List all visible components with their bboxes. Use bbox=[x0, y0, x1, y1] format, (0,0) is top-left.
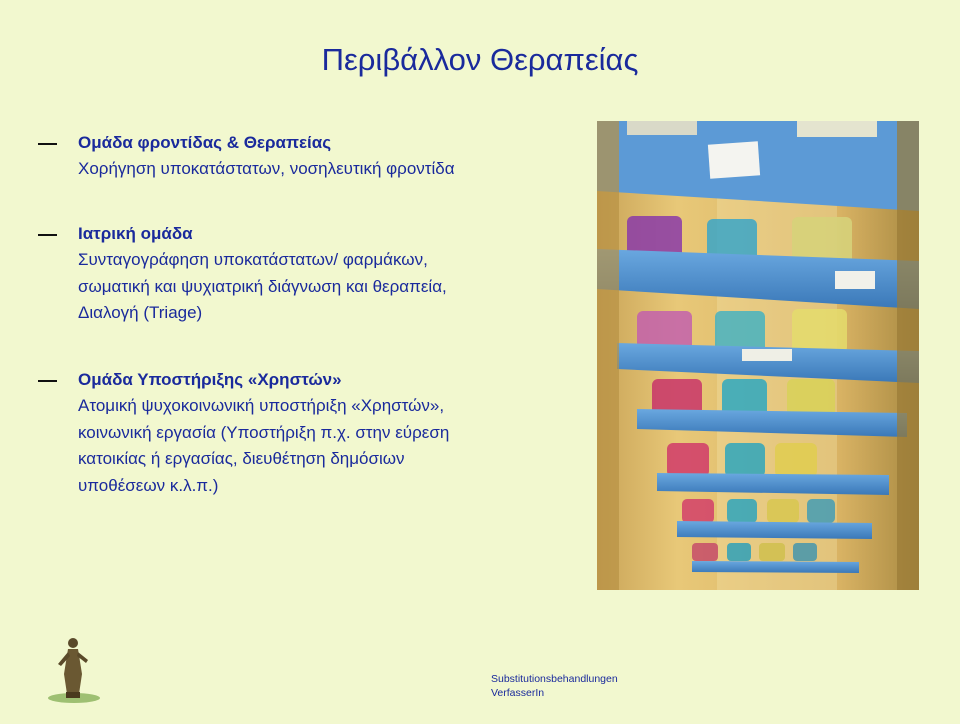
bullet-heading: Ομάδα Υποστήριξης «Χρηστών» bbox=[78, 370, 342, 389]
bullet-item-care-team bbox=[38, 130, 638, 183]
footer-line-1: Substitutionsbehandlungen bbox=[491, 673, 618, 685]
bullet-item-support-team bbox=[38, 367, 638, 499]
footer-line-2: VerfasserIn bbox=[491, 687, 545, 699]
bullet-text: Συνταγογράφηση υποκατάστατων/ φαρμάκων, σωματική και ψυχιατρική διάγνωση και θεραπεία, Διαλογή (Triage) bbox=[78, 250, 447, 322]
bullet-heading: Ιατρική ομάδα bbox=[78, 224, 193, 243]
bullet-heading: Ομάδα φροντίδας & Θεραπείας bbox=[78, 133, 332, 152]
dash-icon bbox=[38, 143, 57, 145]
dash-icon bbox=[38, 380, 57, 382]
dash-icon bbox=[38, 234, 57, 236]
slide-title: Περιβάλλον Θεραπείας bbox=[321, 42, 639, 77]
bullet-item-medical-team bbox=[38, 221, 638, 327]
medication-shelves-photo bbox=[597, 121, 919, 590]
bullet-text: Χορήγηση υποκατάστατων, νοσηλευτική φροντίδα bbox=[78, 159, 455, 178]
statue-logo-icon bbox=[44, 634, 104, 704]
bullet-text: Ατομική ψυχοκοινωνική υποστήριξη «Χρηστών», κοινωνική εργασία (Υποστήριξη π.χ. στην εύρεση κατοικίας ή εργασίας, διευθέτηση δημόσιων υποθέσεων κ.λ.π.) bbox=[78, 396, 450, 495]
